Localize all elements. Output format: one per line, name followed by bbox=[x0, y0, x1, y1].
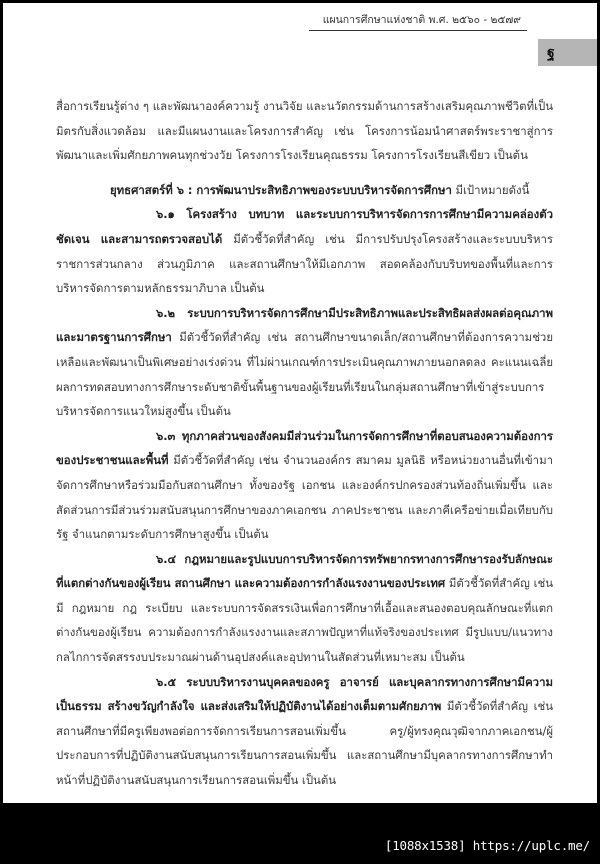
goal-number: ๖.๑ bbox=[156, 207, 175, 222]
page-number: ฐ bbox=[547, 45, 555, 61]
goal-number: ๖.๔ bbox=[156, 551, 177, 566]
goal-6-2 bbox=[56, 301, 553, 424]
goal-number: ๖.๕ bbox=[156, 674, 177, 689]
running-header-title: แผนการศึกษาแห่งชาติ พ.ศ. ๒๕๖๐ - ๒๕๗๙ bbox=[322, 14, 521, 26]
goal-text: มีตัวชี้วัดที่สำคัญ เช่น มีการปรับปรุงโครงสร้างและระบบบริหารราชการส่วนกลาง ส่วนภูมิภาค และสถานศึกษาให้มีเอกภาพ สอดคล้องกับบริบทของพื้นที่และการบริหารจัดการตามหลักธรรมาภิบาล เป็นต้น bbox=[56, 231, 553, 296]
header-rule bbox=[309, 30, 527, 31]
image-size-caption: [1088x1538] https://uplc.me/ bbox=[384, 838, 590, 853]
goal-title: ทุกภาคส่วนของสังคมมีส่วนร่วมในการจัดการศึกษาที่ตอบสนองความต้องการของประชาชนและพื้นที่ bbox=[56, 428, 553, 468]
goal-title: ระบบการบริหารจัดการศึกษามีประสิทธิภาพและประสิทธิผลส่งผลต่อคุณภาพและมาตรฐานการศึกษา bbox=[56, 305, 553, 345]
document-page bbox=[3, 3, 597, 803]
goal-number: ๖.๓ bbox=[156, 428, 176, 443]
goal-6-5 bbox=[56, 670, 553, 793]
goal-text: มีตัวชี้วัดที่สำคัญ เช่น สถานศึกษาที่มีครูเพียงพอต่อการจัดการเรียนการสอนเพิ่มขึ้น ครู/ผู้ทรงคุณวุฒิจากภาคเอกชน/ผู้ประกอบการที่ปฏิบัติงานสนับสนุนการเรียนการสอนเพิ่มขึ้น และสถานศึกษามีบุคลากรทางการศึกษาทำหน้าที่ปฏิบัติงานสนับสนุนการเรียนการสอนเพิ่มขึ้น เป็นต้น bbox=[56, 699, 553, 788]
goal-6-3 bbox=[56, 424, 553, 547]
goal-6-4 bbox=[56, 547, 553, 670]
goal-number: ๖.๒ bbox=[156, 305, 176, 320]
goal-title: กฎหมายและรูปแบบการบริหารจัดการทรัพยากรทางการศึกษารองรับลักษณะที่แตกต่างกันของผู้เรียน สถานศึกษา และความต้องการกำลังแรงงานของประเทศ bbox=[56, 551, 553, 591]
page-number-tab bbox=[538, 39, 597, 66]
goal-6-1 bbox=[56, 202, 553, 300]
strategy-suffix: มีเป้าหมายดังนี้ bbox=[451, 182, 530, 197]
goal-title: โครงสร้าง บทบาท และระบบการบริหารจัดการการศึกษามีความคล่องตัว ชัดเจน และสามารถตรวจสอบได้ bbox=[56, 207, 553, 246]
goal-text: มีตัวชี้วัดที่สำคัญ เช่น จำนวนองค์กร สมาคม มูลนิธิ หรือหน่วยงานอื่นที่เข้ามาจัดการศึกษาหรือร่วมมือกับสถานศึกษา ทั้งของรัฐ เอกชน และองค์กรปกครองส่วนท้องถิ่นเพิ่มขึ้น และสัดส่วนการมีส่วนร่วมสนับสนุนการศึกษาของภาคเอกชน ภาคประชาชน และภาคีเครือข่ายเมื่อเทียบกับรัฐ จำแนกตามระดับการศึกษาสูงขึ้น เป็นต้น bbox=[56, 453, 553, 542]
goal-text: มีตัวชี้วัดที่สำคัญ เช่น สถานศึกษาขนาดเล็ก/สถานศึกษาที่ต้องการความช่วยเหลือและพัฒนาเป็นพิเศษอย่างเร่งด่วน ที่ไม่ผ่านเกณฑ์การประเมินคุณภาพภายนอกลดลง คะแนนเฉลี่ยผลการทดสอบทางการศึกษาระดับชาติขั้นพื้นฐานของผู้เรียนที่เรียนในกลุ่มสถานศึกษาที่เข้าสู่ระบบการบริหารจัดการแนวใหม่สูงขึ้น เป็นต้น bbox=[56, 330, 553, 419]
intro-paragraph: สื่อการเรียนรู้ต่าง ๆ และพัฒนาองค์ความรู้ งานวิจัย และนวัตกรรมด้านการสร้างเสริมคุณภาพชีวิตที่เป็นมิตรกับสิ่งแวดล้อม และมีแผนงานและโครงการสำคัญ เช่น โครงการน้อมนำศาสตร์พระราชาสู่การพัฒนาและเพิ่มศักยภาพคนทุกช่วงวัย โครงการโรงเรียนคุณธรรม โครงการโรงเรียนสีเขียว เป็นต้น bbox=[56, 99, 553, 163]
goal-title: ระบบบริหารงานบุคคลของครู อาจารย์ และบุคลากรทางการศึกษามีความเป็นธรรม สร้างขวัญกำลังใจ และส่งเสริมให้ปฏิบัติงานได้อย่างเต็มตามศักยภาพ bbox=[56, 674, 553, 714]
body-text bbox=[56, 94, 553, 793]
strategy-paragraph bbox=[56, 178, 553, 203]
strategy-heading: ยุทธศาสตร์ที่ ๖ : การพัฒนาประสิทธิภาพของระบบบริหารจัดการศึกษา bbox=[110, 182, 452, 197]
goal-text: มีตัวชี้วัดที่สำคัญ เช่น มี กฎหมาย กฎ ระเบียบ และระบบการจัดสรรเงินเพื่อการศึกษาที่เอื้อและสนองตอบคุณลักษณะที่แตกต่างกันของผู้เรียน ความต้องการกำลังแรงงานและสภาพปัญหาที่แท้จริงของประเทศ มีรูปแบบ/แนวทาง กลไกการจัดสรรงบประมาณผ่านด้านอุปสงค์และอุปทานในสัดส่วนที่เหมาะสม เป็นต้น bbox=[56, 576, 553, 665]
